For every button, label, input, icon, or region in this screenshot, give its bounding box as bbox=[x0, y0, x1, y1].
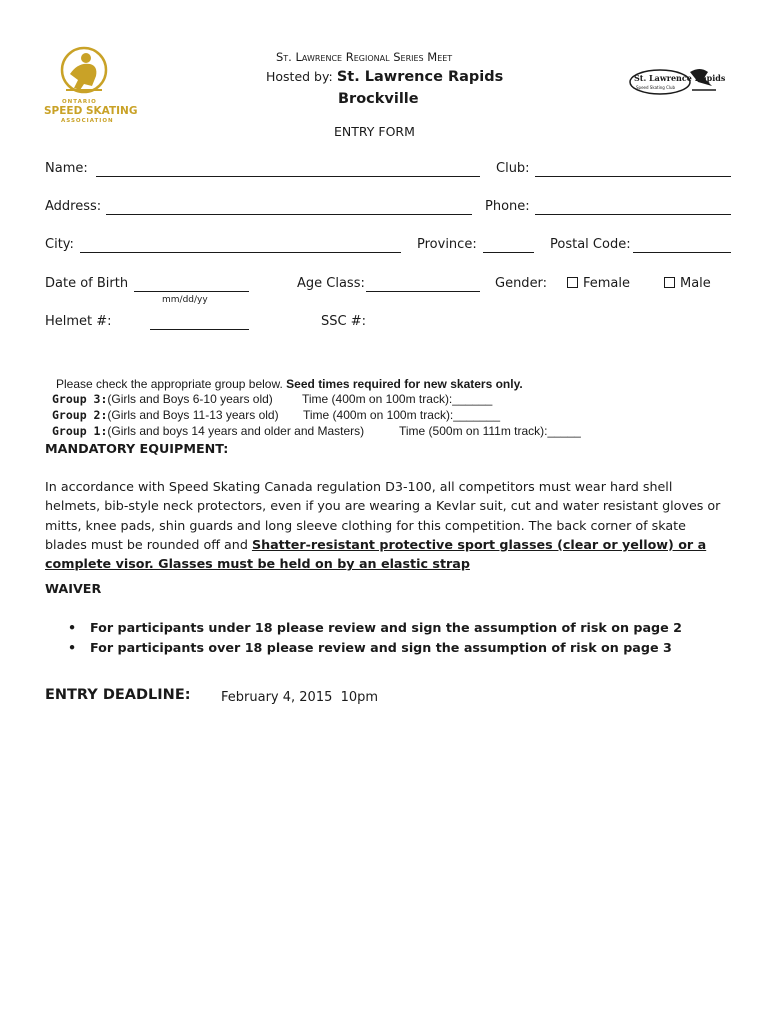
equipment-paragraph bbox=[45, 477, 729, 573]
club-label: Club: bbox=[496, 161, 530, 176]
group-1-time: Time (500m on 111m track):_____ bbox=[399, 424, 581, 438]
equipment-heading: MANDATORY EQUIPMENT: bbox=[45, 441, 229, 456]
equipment-text: In accordance with Speed Skating Canada regulation D3-100, all competitors must wear hard shell helmets, bib-style neck protectors, even if you are wearing a Kevlar suit, cut and water resistant gloves or mitts, knee pads, shin guards and long sleeve clothing for this competition. The back corner of skate blades must be rounded off and bbox=[45, 479, 721, 552]
helmet-field[interactable] bbox=[150, 329, 249, 330]
speed-skating-association-logo bbox=[44, 44, 138, 124]
group-3-time: Time (400m on 100m track):______ bbox=[302, 392, 493, 406]
logo-line-1: ONTARIO bbox=[62, 99, 97, 105]
phone-label: Phone: bbox=[485, 199, 530, 214]
address-label: Address: bbox=[45, 199, 102, 214]
male-option[interactable] bbox=[664, 276, 711, 291]
female-label: Female bbox=[583, 276, 631, 291]
gender-label: Gender: bbox=[495, 276, 548, 291]
dob-format-hint: mm/dd/yy bbox=[162, 295, 208, 305]
group-intro-bold: Seed times required for new skaters only. bbox=[286, 377, 523, 391]
name-field[interactable] bbox=[96, 176, 480, 177]
group-2-desc: (Girls and Boys 11-13 years old) bbox=[107, 408, 279, 422]
city-label: City: bbox=[45, 237, 74, 252]
province-field[interactable] bbox=[483, 252, 534, 253]
group-instructions bbox=[56, 377, 523, 391]
ssc-label: SSC #: bbox=[321, 314, 366, 329]
group-2-code: Group 2: bbox=[52, 408, 108, 422]
group-row[interactable] bbox=[52, 424, 581, 439]
hosted-prefix: Hosted by: bbox=[266, 69, 333, 84]
group-1-code: Group 1: bbox=[52, 424, 108, 438]
postal-code-field[interactable] bbox=[633, 252, 731, 253]
logo-line-3: ASSOCIATION bbox=[61, 118, 114, 124]
deadline-value: February 4, 2015 10pm bbox=[221, 690, 379, 705]
male-checkbox[interactable] bbox=[664, 277, 675, 288]
host-club: St. Lawrence Rapids bbox=[336, 69, 504, 85]
waiver-item-1: For participants under 18 please review and sign the assumption of risk on page 2 bbox=[90, 620, 682, 635]
logo-line-2: SPEED SKATING bbox=[44, 105, 138, 117]
deadline-label: ENTRY DEADLINE: bbox=[45, 687, 191, 703]
group-1-desc: (Girls and boys 14 years and older and Masters) bbox=[107, 424, 365, 438]
club-field[interactable] bbox=[535, 176, 731, 177]
hosted-by bbox=[266, 69, 503, 85]
female-checkbox[interactable] bbox=[567, 277, 578, 288]
postal-code-label: Postal Code: bbox=[550, 237, 631, 252]
rapids-logo-subtext: Speed Skating Club bbox=[636, 85, 676, 90]
city-field[interactable] bbox=[80, 252, 401, 253]
rapids-logo-text: St. Lawrence Rapids bbox=[634, 73, 726, 83]
age-class-label: Age Class: bbox=[297, 276, 365, 291]
meet-title: St. Lawrence Regional Series Meet bbox=[276, 50, 453, 64]
st-lawrence-rapids-logo bbox=[628, 64, 726, 98]
address-field[interactable] bbox=[106, 214, 472, 215]
male-label: Male bbox=[680, 276, 711, 291]
dob-label: Date of Birth bbox=[45, 276, 129, 291]
helmet-label: Helmet #: bbox=[45, 314, 112, 329]
form-title: ENTRY FORM bbox=[334, 124, 415, 139]
waiver-heading: WAIVER bbox=[45, 581, 102, 596]
equipment-emphasis: Shatter-resistant protective sport glasses (clear or yellow) or a complete visor. Glasses must be held on by an elastic strap bbox=[45, 536, 707, 572]
group-3-desc: (Girls and Boys 6-10 years old) bbox=[107, 392, 273, 406]
female-option[interactable] bbox=[567, 276, 630, 291]
waiver-item-2: For participants over 18 please review and sign the assumption of risk on page 3 bbox=[90, 639, 672, 655]
waiver-list bbox=[45, 620, 682, 659]
name-label: Name: bbox=[45, 161, 88, 176]
group-row[interactable] bbox=[52, 392, 493, 407]
list-item: • For participants over 18 please review and sign the assumption of risk on page 3 bbox=[68, 639, 672, 655]
group-intro: Please check the appropriate group below. bbox=[56, 377, 283, 391]
list-item: • For participants under 18 please review and sign the assumption of risk on page 2 bbox=[68, 620, 682, 635]
phone-field[interactable] bbox=[535, 214, 731, 215]
group-row[interactable] bbox=[52, 408, 500, 423]
province-label: Province: bbox=[417, 237, 477, 252]
host-city: Brockville bbox=[338, 91, 419, 107]
dob-field[interactable] bbox=[134, 291, 249, 292]
age-class-field[interactable] bbox=[366, 291, 480, 292]
group-2-time: Time (400m on 100m track):_______ bbox=[303, 408, 500, 422]
group-3-code: Group 3: bbox=[52, 392, 108, 406]
